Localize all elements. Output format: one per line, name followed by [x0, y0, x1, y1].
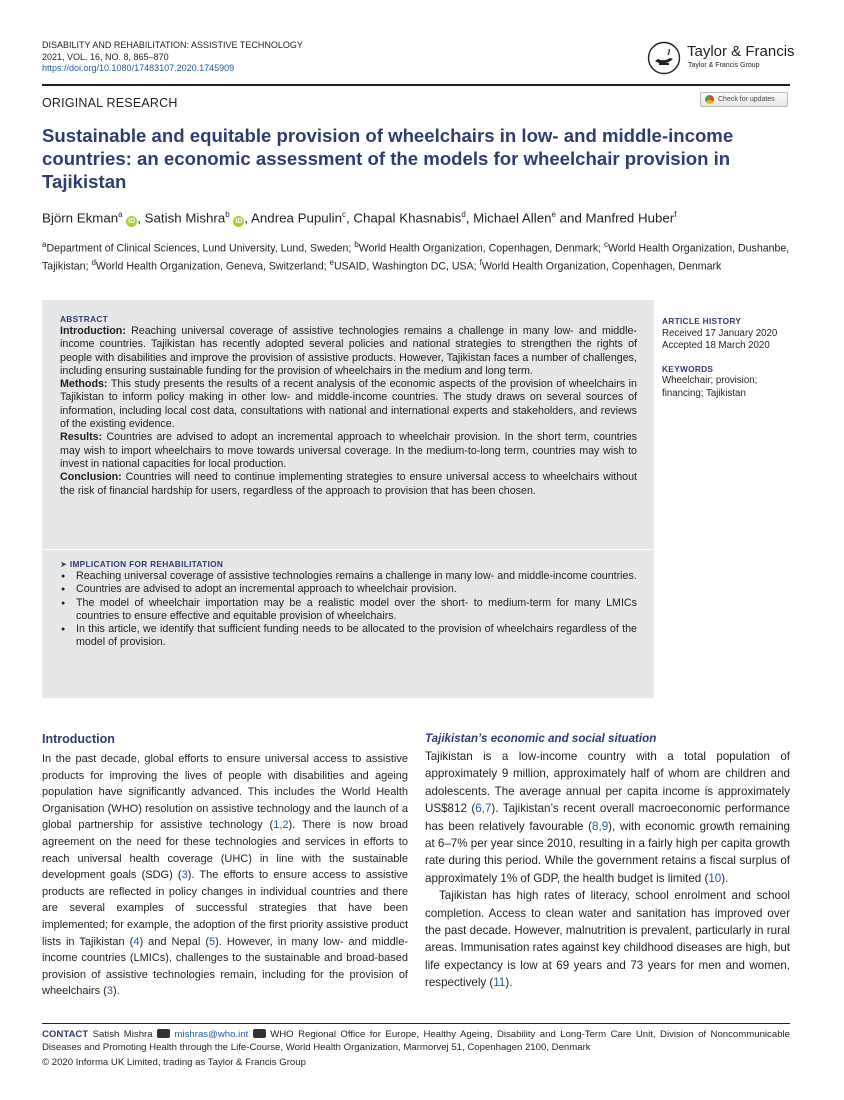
doi-link[interactable]: https://doi.org/10.1080/17483107.2020.1745909: [42, 63, 235, 73]
publisher-name: Taylor & Francis: [687, 43, 795, 60]
check-updates-button[interactable]: [700, 92, 788, 107]
abstract-section: [60, 325, 637, 378]
implications-heading-text: IMPLICATION FOR REHABILITATION: [69, 559, 224, 569]
implication-text: Reaching universal coverage of assistive technologies remains a challenge in many low- and middle-income countries.: [76, 570, 637, 582]
article-history-heading: ARTICLE HISTORY: [662, 316, 742, 326]
author-name: Chapal Khasnabis: [353, 210, 462, 226]
reference-link[interactable]: 4: [133, 935, 140, 948]
implication-item: [60, 583, 637, 596]
author-name: Manfred Huber: [585, 210, 675, 226]
reference-link[interactable]: 5: [209, 935, 216, 948]
implications-list: [60, 570, 637, 650]
author-name: Björn Ekman: [42, 210, 119, 226]
paragraph-text: In the past decade, global efforts to ensure universal access to assistive products for improving the lives of people with disabilities and ageing population have significantly advanced. This includes the World Health Organisation (WHO) resolution on assistive technology and the launch of a global partnership for assistive technology (: [42, 753, 408, 832]
implications-box: [42, 549, 654, 698]
bullet-icon: ●: [61, 573, 66, 580]
author-affiliation-mark: f: [674, 210, 677, 219]
implication-item: [60, 570, 637, 583]
contact-email-link[interactable]: mishras@who.int: [174, 1029, 249, 1040]
contact-info: [42, 1029, 790, 1054]
bullet-icon: ●: [61, 626, 66, 634]
implication-item: [60, 623, 637, 650]
oil-lamp-icon: [647, 41, 681, 75]
contact-address: WHO Regional Office for Europe, Healthy Ageing, Disability and Long-Term Care Unit, Division of Noncommunicable Diseases and Promoting Health through the Life-Course, World Health Organization, Marmorvej 51, Copenhagen 2100, Denmark: [42, 1029, 790, 1053]
bullet-icon: ●: [61, 599, 66, 607]
affiliation-text: World Health Organization, Dushanbe, Tajikistan;: [42, 242, 790, 273]
article-info-sidebar: [662, 315, 792, 400]
abstract-section-text: This study presents the results of a recent analysis of the economic aspects of the provision of wheelchairs in Tajikistan to inform policy making in other low- and middle-income countries. The study draws on several sources of information, including local cost data, consultations with national and international experts and stakeholders, and reviews of the existing evidence.: [60, 378, 637, 431]
author-name: Satish Mishra: [144, 210, 226, 226]
paragraph-text: ).: [721, 871, 729, 885]
affiliation-text: World Health Organization, Copenhagen, Denmark: [481, 260, 722, 273]
introduction-paragraph: [42, 751, 408, 1000]
header-rule: [42, 84, 790, 86]
affiliation-mark: a: [42, 240, 47, 249]
keywords-heading: KEYWORDS: [662, 363, 714, 374]
reference-link[interactable]: 11: [493, 976, 506, 990]
abstract-section-label: Methods:: [60, 378, 108, 391]
author-affiliation-mark: c: [341, 210, 346, 219]
email-icon: [157, 1029, 170, 1038]
abstract-body: [60, 325, 637, 498]
introduction-section: [42, 732, 408, 1000]
journal-name: DISABILITY AND REHABILITATION: ASSISTIVE TECHNOLOGY: [42, 40, 303, 50]
author-separator: and: [555, 210, 586, 226]
paragraph-text: ). Tajikistan’s recent overall macroeconomic performance has been relatively favourable (: [425, 802, 790, 833]
author-affiliation-mark: e: [551, 210, 556, 219]
author-separator: ,: [244, 210, 252, 226]
journal-issue: 2021, VOL. 16, NO. 8, 865–870: [42, 51, 169, 62]
paragraph-text: ).: [112, 985, 120, 998]
affiliation-text: USAID, Washington DC, USA;: [333, 260, 480, 273]
reference-link[interactable]: 6,7: [475, 802, 492, 816]
author-separator: ,: [465, 210, 474, 226]
abstract-section: [60, 431, 637, 471]
accepted-date: Accepted 18 March 2020: [662, 340, 770, 351]
implication-text: In this article, we identify that sufficient funding needs to be allocated to the provision of wheelchairs regardless of the model of provision.: [76, 623, 637, 649]
contact-label: CONTACT: [42, 1029, 89, 1040]
paragraph-text: ).: [505, 976, 513, 990]
author-affiliation-mark: a: [118, 210, 123, 219]
tajikistan-section: [425, 732, 790, 992]
abstract-section: [60, 378, 637, 431]
reference-link[interactable]: 8,9: [592, 819, 609, 833]
reference-link[interactable]: 1,2: [273, 819, 289, 832]
affiliation-text: World Health Organization, Copenhagen, Denmark;: [358, 242, 605, 255]
implications-heading: [60, 559, 637, 569]
author-separator: ,: [137, 210, 145, 226]
affiliation-mark: d: [91, 257, 96, 267]
publisher-group: Taylor & Francis Group: [688, 62, 760, 69]
abstract-section-text: Countries will need to continue implementing strategies to ensure universal access to wheelchairs without the risk of financial hardship for users, regardless of the approach to provision that has been chosen.: [60, 471, 637, 497]
check-updates-label: Check for updates: [718, 96, 775, 103]
abstract-section-text: Countries are advised to adopt an incremental approach to wheelchair provision. In the short term, countries may wish to import wheelchairs to move towards universal coverage. In the medium-to-long term, countries may wish to invest in national capacities for local production.: [60, 431, 637, 470]
affiliation-mark: b: [354, 240, 359, 249]
tajikistan-heading: Tajikistan’s economic and social situation: [425, 732, 657, 745]
abstract-section: [60, 471, 637, 498]
paragraph-text: Tajikistan is a low-income country with a total population of approximately 9 million, approximately half of whom are children and adolescents. The average annual per capita income is approximately US$812 (: [425, 750, 790, 816]
article-type: ORIGINAL RESEARCH: [42, 96, 178, 110]
introduction-heading: Introduction: [42, 732, 115, 746]
affiliation-text: World Health Organization, Geneva, Switzerland;: [95, 260, 330, 273]
abstract-section-label: Conclusion:: [60, 471, 122, 484]
reference-link[interactable]: 3: [106, 985, 113, 998]
contact-name: Satish Mishra: [92, 1029, 153, 1040]
affiliation-mark: f: [479, 257, 482, 267]
author-name: Andrea Pupulin: [251, 210, 342, 226]
abstract-section-label: Introduction:: [60, 325, 126, 337]
affiliations: [42, 238, 790, 273]
abstract-section-label: Results:: [60, 431, 103, 444]
journal-header: [42, 40, 303, 75]
affiliation-mark: c: [604, 240, 609, 249]
affiliation-text: Department of Clinical Sciences, Lund University, Lund, Sweden;: [46, 242, 355, 255]
crossmark-icon: [705, 95, 714, 104]
author-affiliation-mark: b: [225, 210, 230, 219]
tajikistan-paragraph-1: [425, 748, 790, 887]
implication-text: Countries are advised to adopt an incremental approach to wheelchair provision.: [76, 583, 457, 596]
implication-text: The model of wheelchair importation may be a realistic model over the short- to medium-term for many LMICs countries to ensure effective and equitable provision of wheelchairs.: [76, 596, 637, 622]
tajikistan-paragraph-2: [425, 887, 790, 991]
paragraph-text: ), with economic growth remaining at 6–7% per year since 2010, resulting in a fairly high per capita growth rate during this period. While the government retains a fiscal surplus of approximately 1% of GDP, the health budget is limited (: [425, 819, 790, 885]
bullet-icon: ●: [61, 586, 66, 594]
abstract-section-text: Reaching universal coverage of assistive technologies remains a challenge in many low- and middle-income countries. Tajikistan has recently adopted several policies and national strategies to strengthen the rights of people with disabilities and improve the provision of assistive products. However, Tajikistan faces a number of challenges, including ensuring sustainable funding for the provision of wheelchairs in the medium and long term.: [60, 325, 637, 377]
author-separator: ,: [345, 210, 354, 226]
author-name: Michael Allen: [473, 210, 552, 226]
reference-link[interactable]: 10: [708, 871, 722, 885]
abstract-heading: ABSTRACT: [60, 314, 109, 324]
copyright: © 2020 Informa UK Limited, trading as Taylor & Francis Group: [42, 1057, 306, 1068]
author-list: [42, 210, 676, 227]
footer-rule: [42, 1023, 790, 1024]
address-icon: [253, 1029, 266, 1038]
paragraph-text: ) and Nepal (: [139, 935, 209, 948]
paragraph-text: ). However, in many low- and middle-income countries (LMICs), challenges to the sustainable and broad-based provision of assistive technologies remain, including for the provision of wheelchairs (: [42, 935, 408, 998]
received-date: Received 17 January 2020: [662, 327, 778, 339]
orcid-icon[interactable]: iD: [128, 218, 136, 226]
reference-link[interactable]: 3: [181, 869, 188, 882]
article-title: Sustainable and equitable provision of wheelchairs in low- and middle-income countries: an economic assessment of the models for wheelchair provision in Tajikistan: [42, 125, 734, 192]
publisher-logo[interactable]: [647, 40, 797, 76]
abstract-box: [42, 300, 654, 549]
implication-item: [60, 597, 637, 624]
paragraph-text: ). There is now broad agreement on the need for these technologies and services in efforts to reach universal health coverage (UHC) in line with the sustainable development goals (SDG) (: [42, 819, 408, 882]
paragraph-text: Tajikistan has high rates of literacy, school enrolment and school completion. Access to clean water and sanitation has improved over the past decade. However, malnutrition is prevalent, particularly in rural areas. Immunisation rates against key childhood diseases are high, but life expectancy is low at 69 years and 73 years for men and women, respectively (: [425, 889, 790, 990]
keywords-text: Wheelchair; provision; financing; Tajikistan: [662, 375, 758, 399]
paragraph-text: ). The efforts to ensure access to assistive products are reflected in policy changes in individual countries and there are several examples of successful strategies that have been implemented; for example, the adoption of the first priority assistive product lists in Tajikistan (: [42, 869, 409, 948]
orcid-icon[interactable]: iD: [235, 218, 243, 226]
affiliation-mark: e: [329, 257, 334, 267]
arrow-icon: ➤: [60, 559, 70, 569]
author-affiliation-mark: d: [461, 210, 466, 219]
